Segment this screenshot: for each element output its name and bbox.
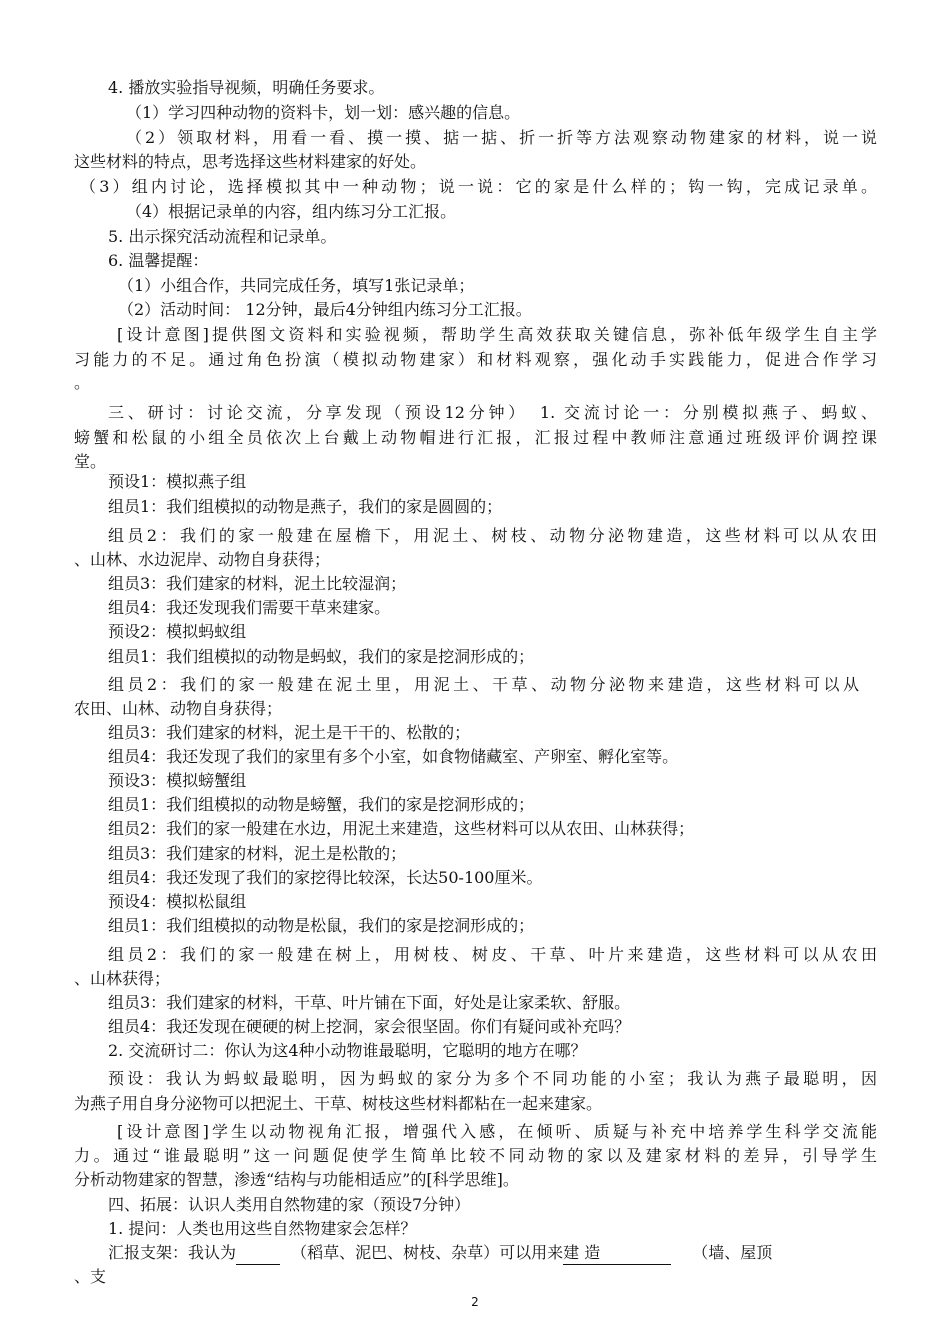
text-line: 、支 (74, 1267, 107, 1286)
text-line: 、山林获得； (74, 969, 171, 988)
scaffold-suffix: （墙、屋顶 (692, 1243, 773, 1262)
text-line: 组员1：我们组模拟的动物是燕子，我们的家是圆圆的； (108, 497, 503, 516)
text-line: [设计意图]提供图文资料和实验视频，帮助学生高效获取关键信息，弥补低年级学生自主学 (117, 325, 877, 344)
text-line: （1）小组合作，共同完成任务，填写1张记录单； (118, 276, 475, 295)
text-line: 组员4：我还发现在硬硬的树上挖洞，家会很坚固。你们有疑问或补充吗？ (108, 1017, 631, 1036)
text-line: （3）组内讨论，选择模拟其中一种动物；说一说：它的家是什么样的；钩一钩，完成记录单。 (80, 177, 877, 196)
text-line: 这些材料的特点，思考选择这些材料建家的好处。 (74, 152, 427, 171)
text-line: 5. 出示探究活动流程和记录单。 (108, 227, 337, 246)
text-line: 组员2：我们的家一般建在泥土里，用泥土、干草、动物分泌物来建造，这些材料可以从 (108, 675, 859, 694)
blank-material (236, 1246, 280, 1265)
text-line: （1）学习四种动物的资料卡，划一划：感兴趣的信息。 (126, 103, 521, 122)
text-line: 预设：我认为蚂蚁最聪明，因为蚂蚁的家分为多个不同功能的小室；我认为燕子最聪明，因 (108, 1069, 877, 1088)
text-line: 2. 交流研讨二：你认为这4种小动物谁最聪明，它聪明的地方在哪？ (108, 1041, 587, 1060)
text-line: 组员1：我们组模拟的动物是螃蟹，我们的家是挖洞形成的； (108, 795, 535, 814)
text-line: （2）活动时间： 12分钟，最后4分钟组内练习分工汇报。 (118, 300, 532, 319)
text-line: 6. 温馨提醒： (108, 251, 209, 270)
text-line: 、山林、水边泥岸、动物自身获得； (74, 550, 331, 569)
text-line: 预设2：模拟蚂蚁组 (108, 622, 247, 641)
text-line: 1. 提问：人类也用这些自然物建家会怎样？ (108, 1219, 417, 1238)
text-line: 组员3：我们建家的材料，干草、叶片铺在下面，好处是让家柔软、舒服。 (108, 993, 631, 1012)
report-scaffold-line (108, 1242, 772, 1265)
text-line: （2）领取材料，用看一看、摸一摸、掂一掂、折一折等方法观察动物建家的材料，说一说 (126, 128, 877, 147)
text-line: 组员3：我们建家的材料，泥土是干干的、松散的； (108, 723, 471, 742)
text-line: 组员3：我们建家的材料，泥土比较湿润； (108, 574, 407, 593)
text-line: （4）根据记录单的内容，组内练习分工汇报。 (126, 202, 457, 221)
text-line: 组员4：我还发现了我们的家挖得比较深，长达50-100厘米。 (108, 868, 543, 887)
text-line: 农田、山林、动物自身获得； (74, 699, 283, 718)
scaffold-middle: （稻草、泥巴、树枝、杂草）可以用来 (291, 1243, 564, 1262)
text-line: 预设4：模拟松鼠组 (108, 892, 247, 911)
text-line: 组员2：我们的家一般建在屋檐下，用泥土、树枝、动物分泌物建造，这些材料可以从农田 (108, 526, 877, 545)
text-line: 组员2：我们的家一般建在水边，用泥土来建造，这些材料可以从农田、山林获得； (108, 819, 695, 838)
text-line: 。 (74, 373, 91, 392)
text-line: 三、研讨：讨论交流，分享发现（预设12分钟） 1. 交流讨论一：分别模拟燕子、蚂蚁、 (108, 403, 877, 422)
text-line: 预设3：模拟螃蟹组 (108, 771, 247, 790)
text-line: 4. 播放实验指导视频，明确任务要求。 (108, 78, 385, 97)
text-line: 组员3：我们建家的材料，泥土是松散的； (108, 844, 407, 863)
text-line: 习能力的不足。通过角色扮演（模拟动物建家）和材料观察，强化动手实践能力，促进合作学习 (74, 350, 877, 369)
text-line: 四、拓展：认识人类用自然物建的家（预设7分钟） (108, 1195, 471, 1214)
text-line: 组员1：我们组模拟的动物是蚂蚁，我们的家是挖洞形成的； (108, 647, 535, 666)
text-line: 组员1：我们组模拟的动物是松鼠，我们的家是挖洞形成的； (108, 916, 535, 935)
text-line: 力。通过“谁最聪明”这一问题促使学生简单比较不同动物的家以及建家材料的差异，引导学生 (74, 1146, 877, 1165)
scaffold-prefix: 汇报支架：我认为 (108, 1243, 237, 1262)
text-line: 组员2：我们的家一般建在树上，用树枝、树皮、干草、叶片来建造，这些材料可以从农田 (108, 945, 877, 964)
text-line: 预设1：模拟燕子组 (108, 472, 247, 491)
blank-use: 建 造 (563, 1242, 671, 1265)
text-line: 为燕子用自身分泌物可以把泥土、干草、树枝这些材料都粘在一起来建家。 (74, 1094, 603, 1113)
text-line: 堂。 (74, 452, 107, 471)
text-line: [设计意图]学生以动物视角汇报，增强代入感，在倾听、质疑与补充中培养学生科学交流能 (117, 1122, 877, 1141)
text-line: 组员4：我还发现了我们的家里有多个小室，如食物储藏室、产卵室、孵化室等。 (108, 747, 679, 766)
text-line: 螃蟹和松鼠的小组全员依次上台戴上动物帽进行汇报，汇报过程中教师注意通过班级评价调控课 (74, 428, 877, 447)
text-line: 组员4：我还发现我们需要干草来建家。 (108, 598, 391, 617)
text-line: 分析动物建家的智慧，渗透“结构与功能相适应”的[科学思维]。 (74, 1170, 519, 1189)
page-number: 2 (471, 1295, 479, 1309)
